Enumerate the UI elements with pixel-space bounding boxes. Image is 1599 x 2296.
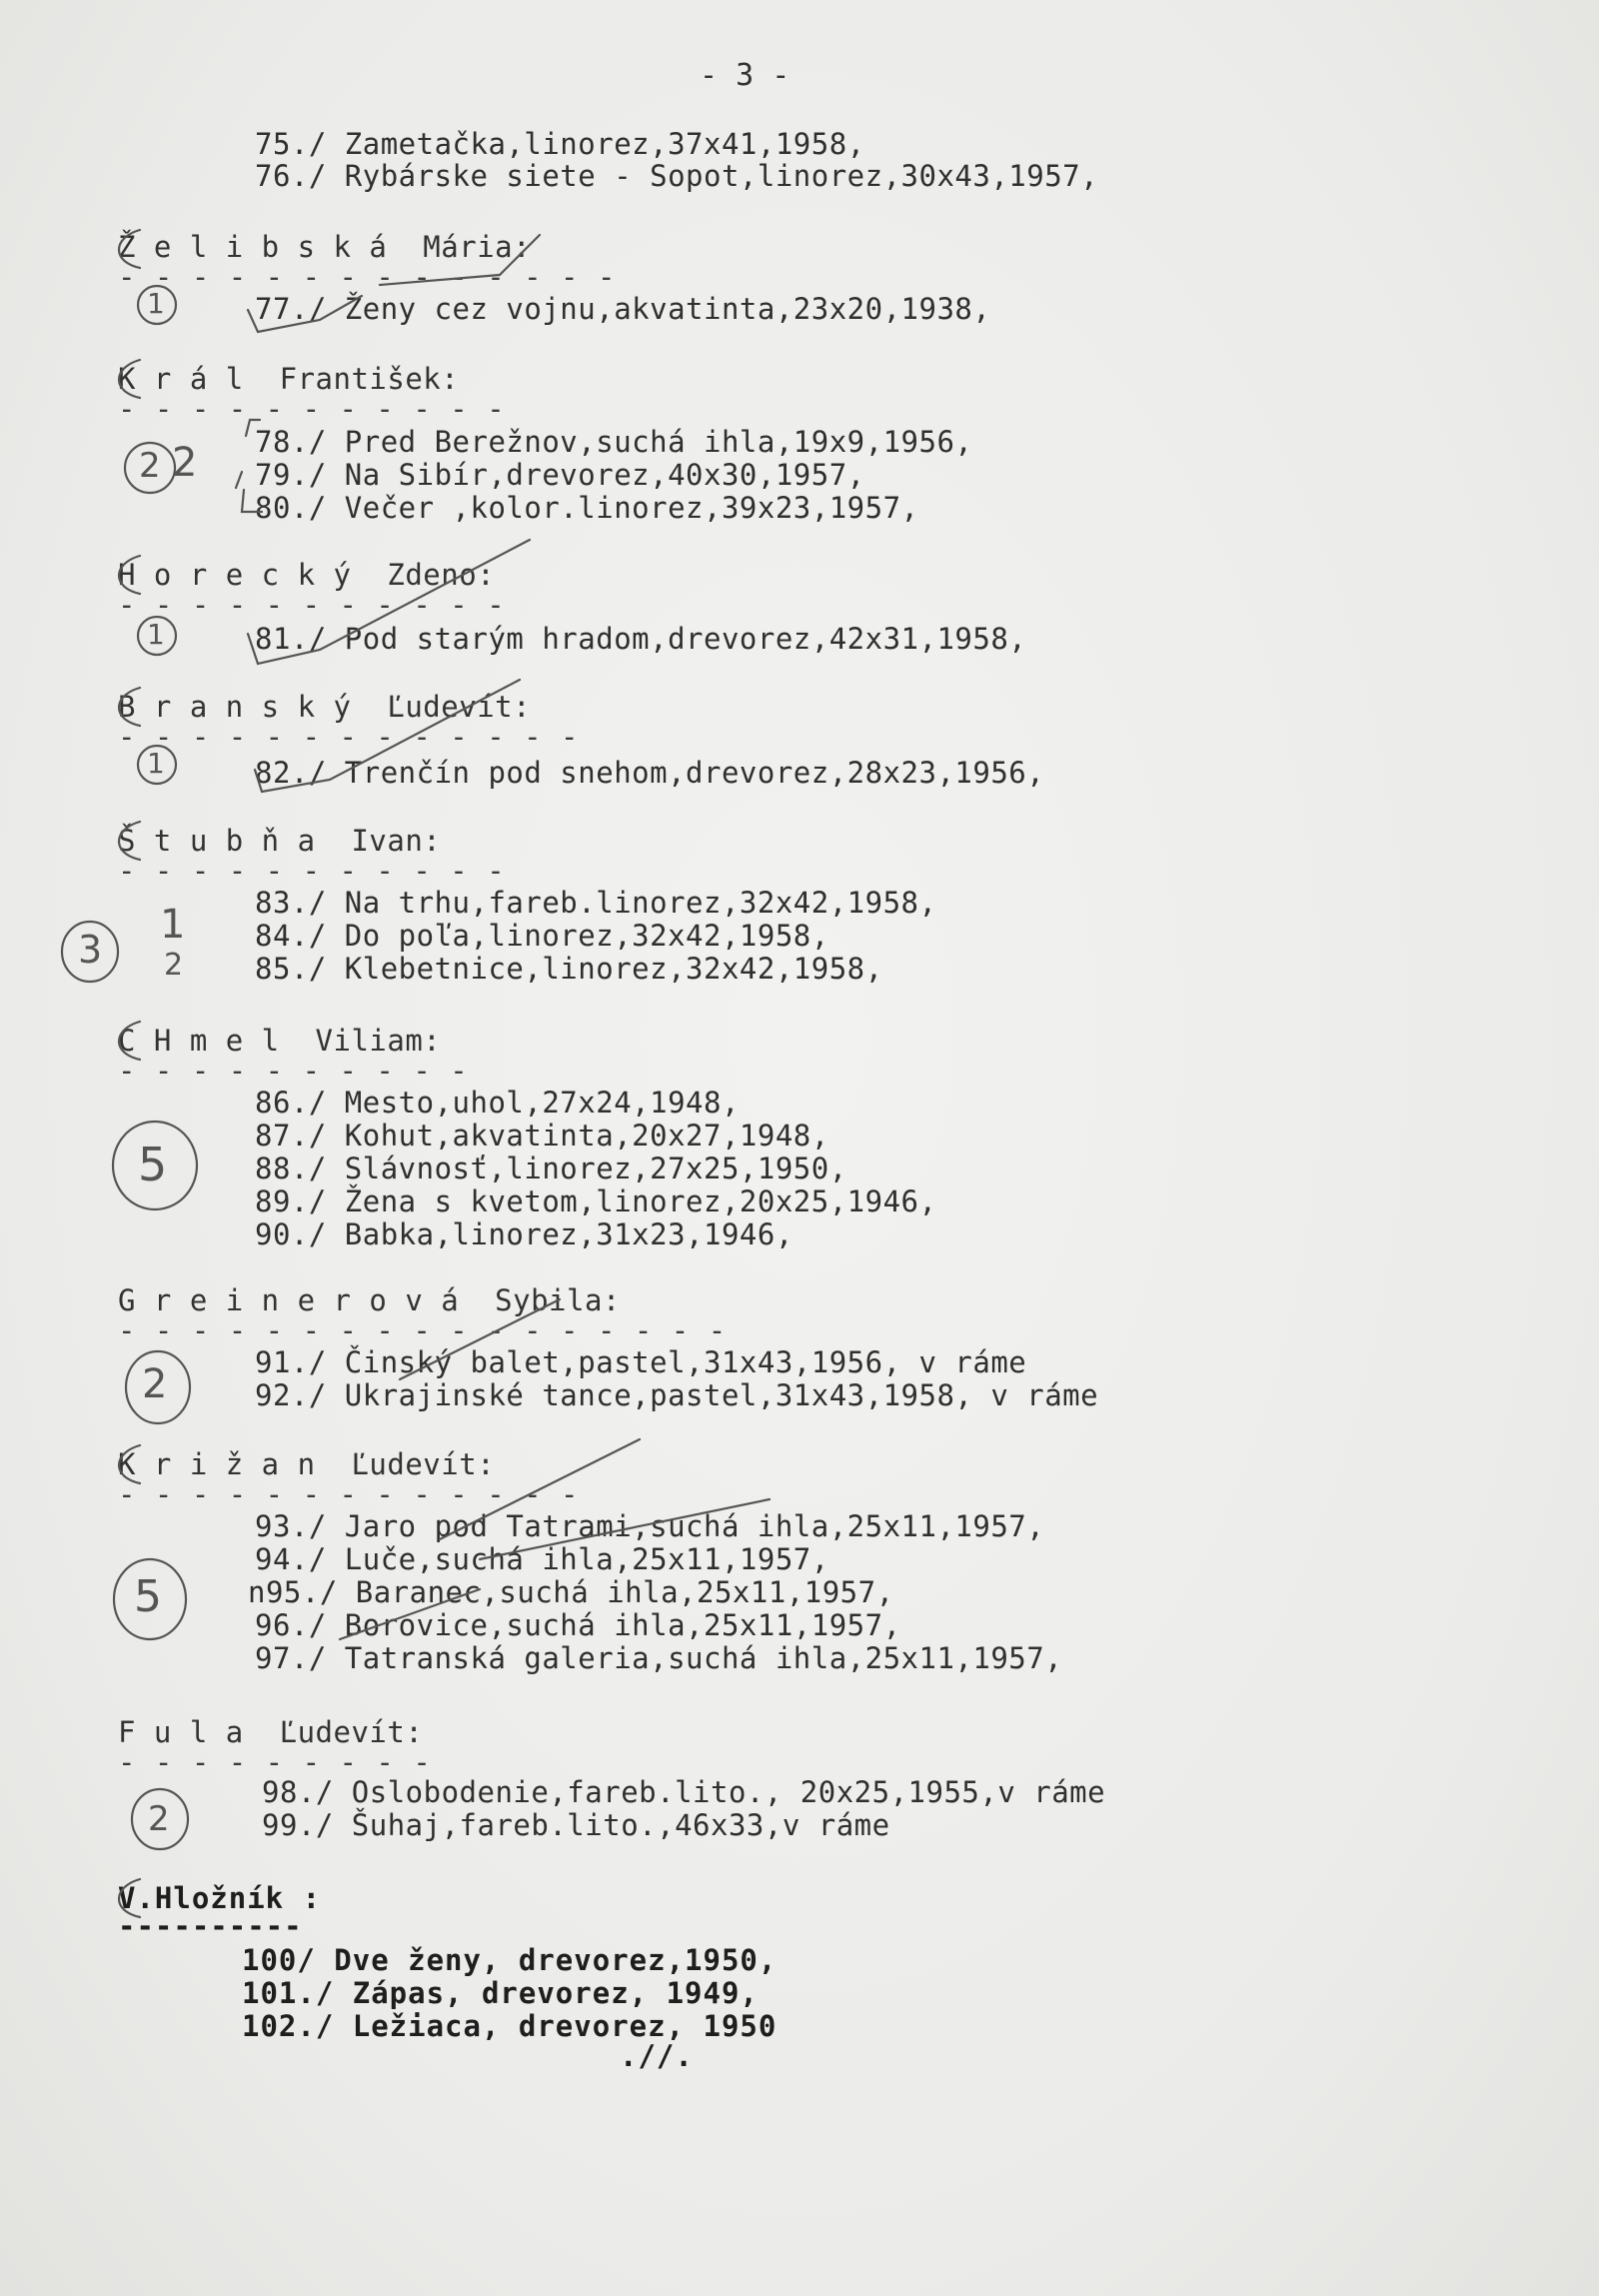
heading-underline: - - - - - - - - - - -	[118, 588, 506, 622]
entry-line: 99./ Šuhaj,fareb.lito.,46x33,v ráme	[262, 1808, 890, 1842]
entry-line: 91./ Činský balet,pastel,31x43,1956, v ráme	[255, 1345, 1027, 1379]
pencil-tick	[236, 472, 242, 488]
page-number: - 3 -	[700, 58, 791, 93]
pencil-bracket	[119, 688, 140, 726]
heading-underline: - - - - - - - - - - -	[118, 854, 506, 888]
pencil-count: 5	[134, 1571, 162, 1622]
pencil-stroke	[440, 1439, 640, 1539]
heading-underline: - - - - - - - - - - - - -	[118, 720, 580, 754]
pencil-bracket	[119, 1445, 140, 1483]
entry-line: 85./ Klebetnice,linorez,32x42,1958,	[255, 952, 883, 986]
entry-line: 80./ Večer ,kolor.linorez,39x23,1957,	[255, 491, 919, 525]
entry-line: 98./ Oslobodenie,fareb.lito., 20x25,1955,v ráme	[262, 1775, 1106, 1809]
entry-line: 100/ Dve ženy, drevorez,1950,	[242, 1943, 778, 1977]
heading-underline: - - - - - - - - -	[118, 1745, 432, 1779]
artist-heading: G r e i n e r o v á Sybila:	[118, 1283, 621, 1317]
pencil-check	[248, 296, 362, 332]
entry-line: 101./ Zápas, drevorez, 1949,	[242, 1976, 759, 2010]
entry-line: 83./ Na trhu,fareb.linorez,32x42,1958,	[255, 886, 937, 920]
pencil-count: 1	[147, 618, 165, 651]
entry-line: 78./ Pred Berežnov,suchá ihla,19x9,1956,	[255, 425, 973, 459]
heading-underline: - - - - - - - - - - - - - -	[118, 260, 617, 294]
entry-line: 92./ Ukrajinské tance,pastel,31x43,1958, v ráme	[255, 1378, 1099, 1412]
pencil-stroke	[340, 1589, 480, 1639]
pencil-count: 2	[148, 1799, 170, 1839]
pencil-count: 1	[147, 287, 165, 320]
end-mark: .//.	[620, 2039, 694, 2073]
pencil-bracket	[119, 1879, 140, 1917]
pencil-bracket	[119, 822, 140, 860]
pencil-bracket	[119, 1022, 140, 1060]
artist-heading: K r á l František:	[118, 362, 460, 396]
pencil-count: 1	[160, 902, 186, 948]
artist-heading: F u l a Ľudevít:	[118, 1715, 424, 1749]
entry-line: 87./ Kohut,akvatinta,20x27,1948,	[255, 1119, 829, 1152]
entry-line: 75./ Zametačka,linorez,37x41,1958,	[255, 127, 865, 161]
heading-underline: ----------	[118, 1909, 303, 1943]
artist-heading: H o r e c k ý Zdeno:	[118, 558, 496, 592]
entry-line: 77./ Ženy cez vojnu,akvatinta,23x20,1938,	[255, 292, 991, 326]
pencil-tick	[242, 490, 262, 512]
pencil-tick	[246, 420, 260, 436]
entry-line: 89./ Žena s kvetom,linorez,20x25,1946,	[255, 1184, 937, 1218]
pencil-count: 3	[78, 928, 103, 972]
pencil-stroke	[380, 235, 540, 285]
pencil-count: 2	[142, 1361, 168, 1407]
heading-underline: - - - - - - - - - - - - -	[118, 1477, 580, 1511]
pencil-bracket	[119, 360, 140, 398]
heading-underline: - - - - - - - - - -	[118, 1054, 469, 1088]
pencil-check	[248, 540, 530, 664]
entry-line: 97./ Tatranská galeria,suchá ihla,25x11,1957,	[255, 1641, 1063, 1675]
pencil-count: 2	[164, 948, 184, 983]
pencil-count: 2	[139, 446, 161, 486]
entry-line: 81./ Pod starým hradom,drevorez,42x31,1958,	[255, 622, 1027, 656]
pencil-count: 1	[147, 747, 165, 780]
entry-line: 96./ Borovice,suchá ihla,25x11,1957,	[255, 1608, 901, 1642]
entry-line: 93./ Jaro pod Tatrami,suchá ihla,25x11,1957,	[255, 1509, 1045, 1543]
pencil-count: 2	[172, 440, 198, 486]
pencil-stroke	[400, 1299, 560, 1379]
artist-heading: Š t u b ň a Ivan:	[118, 824, 442, 858]
artist-heading: Ž e l i b s k á Mária:	[118, 230, 532, 264]
entry-line: 88./ Slávnosť,linorez,27x25,1950,	[255, 1151, 847, 1185]
entry-line: 76./ Rybárske siete - Sopot,linorez,30x43,1957,	[255, 159, 1099, 193]
entry-line: 94./ Luče,suchá ihla,25x11,1957,	[255, 1542, 829, 1576]
artist-heading: V.Hložník :	[118, 1881, 322, 1915]
pencil-stroke	[480, 1499, 770, 1559]
entry-line: 90./ Babka,linorez,31x23,1946,	[255, 1217, 794, 1251]
pencil-bracket	[119, 556, 140, 594]
entry-line: 82./ Trenčín pod snehom,drevorez,28x23,1956,	[255, 756, 1045, 790]
entry-line: n95./ Baranec,suchá ihla,25x11,1957,	[248, 1575, 894, 1609]
pencil-bracket	[119, 230, 140, 268]
artist-heading: C H m e l Viliam:	[118, 1024, 442, 1058]
heading-underline: - - - - - - - - - - -	[118, 392, 506, 426]
entry-line: 102./ Ležiaca, drevorez, 1950	[242, 2009, 778, 2043]
artist-heading: K r i ž a n Ľudevít:	[118, 1447, 496, 1481]
artist-heading: B r a n s k ý Ľudevít:	[118, 690, 532, 724]
pencil-count: 5	[138, 1138, 168, 1191]
heading-underline: - - - - - - - - - - - - - - - - -	[118, 1313, 728, 1347]
pencil-check	[255, 680, 520, 792]
entry-line: 79./ Na Sibír,drevorez,40x30,1957,	[255, 458, 865, 492]
entry-line: 86./ Mesto,uhol,27x24,1948,	[255, 1086, 740, 1120]
entry-line: 84./ Do poľa,linorez,32x42,1958,	[255, 919, 829, 953]
